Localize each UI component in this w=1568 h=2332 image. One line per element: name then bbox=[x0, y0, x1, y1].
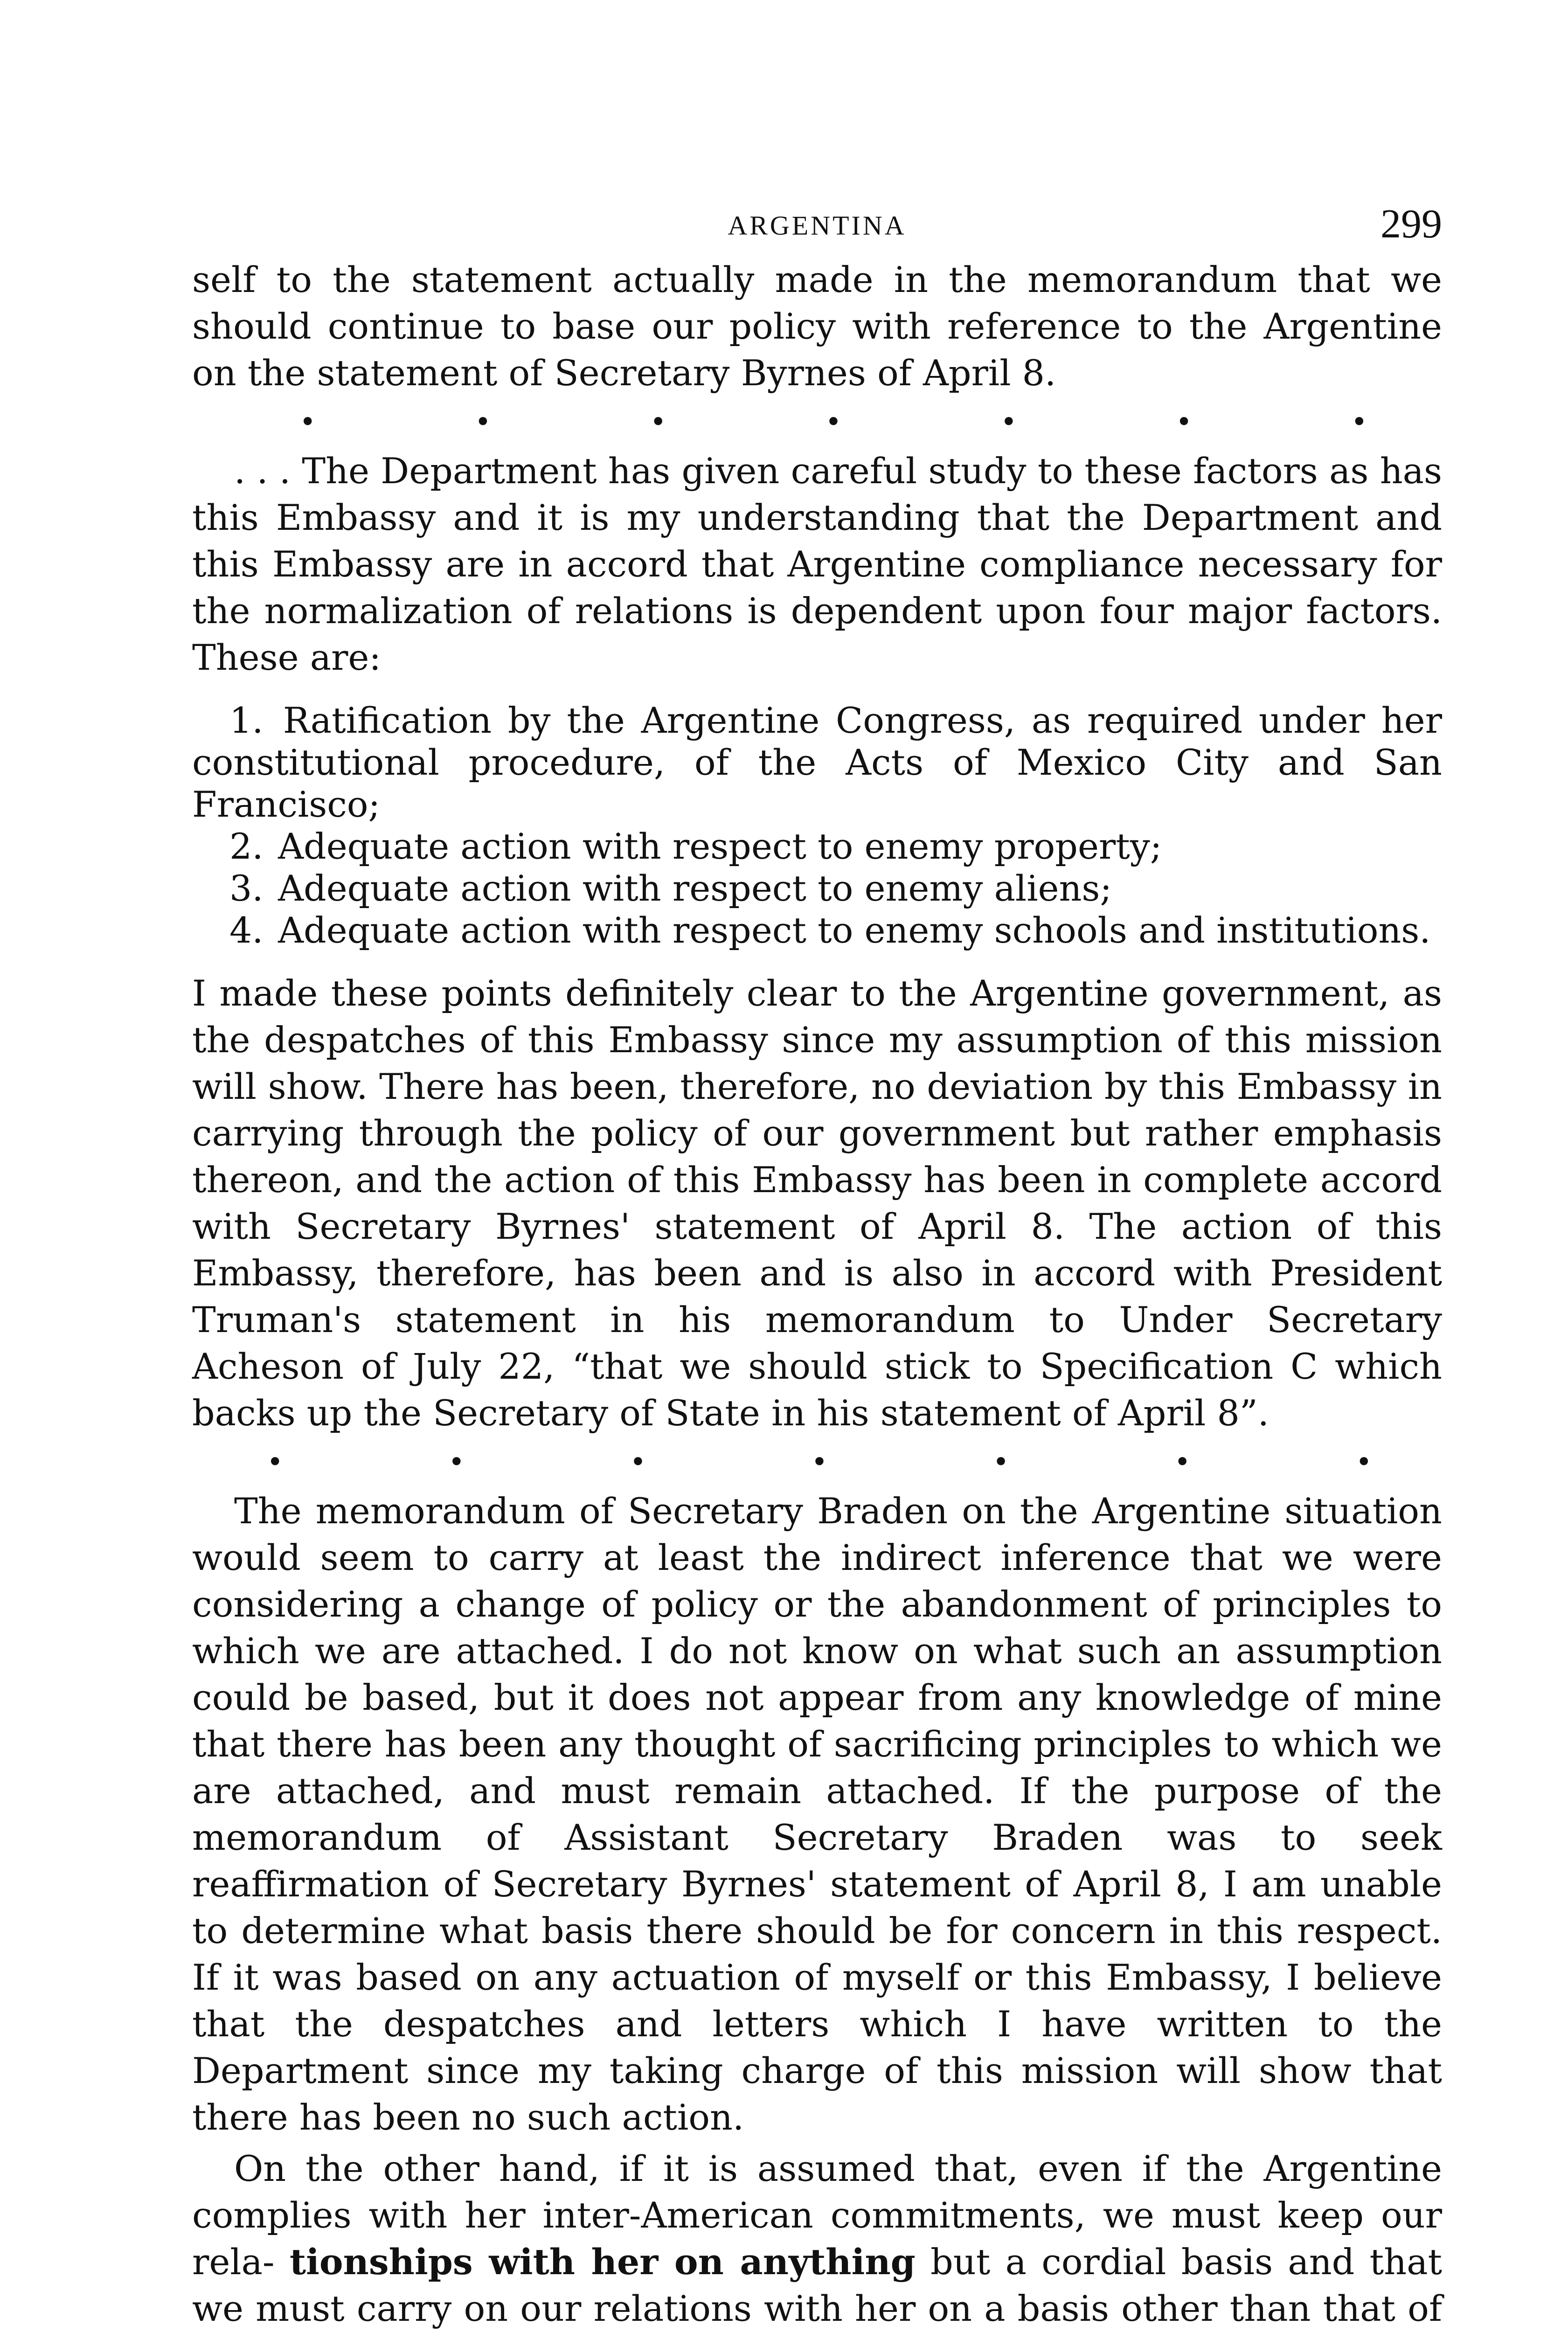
ellipsis-dot: • bbox=[811, 1446, 828, 1478]
paragraph-5-text-b: but a cordial basis and that we must carry on our relations with her on a basis other than that of bbox=[192, 2241, 1442, 2329]
ellipsis-dot: • bbox=[1355, 1446, 1372, 1478]
paragraph-2: . . . The Department has given careful study to these factors as has this Embassy and it is my understanding that the Department and this Embassy are in accord that Argentine compliance necessary for the normalization of relations is dependent upon four major factors. These are: bbox=[192, 450, 1442, 678]
list-item-text: Ratification by the Argentine Congress, as required under her constitutional procedure, of the Acts of Mexico City and San Francisco; bbox=[192, 700, 1442, 825]
paragraph-1: self to the statement actually made in the memorandum that we should continue to base our policy with reference to the Argentine on the statement of Secretary Byrnes of April 8. bbox=[192, 259, 1442, 394]
ellipsis-dot: • bbox=[1351, 406, 1367, 438]
list-item-number: 2. bbox=[229, 826, 264, 867]
ellipsis-dot: • bbox=[1175, 406, 1193, 438]
list-item bbox=[192, 700, 1442, 826]
paragraph-4: The memorandum of Secretary Braden on the Argentine situation would seem to carry at least the indirect inference that we were considering a change of policy or the abandonment of principles to which we are attached. I do not know on what such an assumption could be based, but it does not appear from any knowledge of mine that there has been any thought of sacrificing principles to which we are attached, and must remain attached. If the purpose of the memorandum of Assistant Secretary Braden was to seek reaffirmation of Secretary Byrnes' statement of April 8, I am unable to determine what basis there should be for concern in this respect. If it was based on any actuation of myself or this Embassy, I believe that the despatches and letters which I have written to the Department since my taking charge of this mission will show that there has been no such action. bbox=[192, 1490, 1442, 2138]
ellipsis-separator-1 bbox=[192, 396, 1442, 448]
factors-list bbox=[192, 700, 1442, 951]
ellipsis-dot: • bbox=[299, 406, 316, 438]
list-item-text: Adequate action with respect to enemy schools and institutions. bbox=[278, 909, 1431, 951]
ellipsis-dot: • bbox=[474, 406, 492, 438]
page-number: 299 bbox=[1381, 201, 1442, 247]
ellipsis-dot: • bbox=[267, 1446, 284, 1478]
ellipsis-dot: • bbox=[1000, 406, 1017, 438]
ellipsis-dot: • bbox=[630, 1446, 646, 1478]
ellipsis-dot: • bbox=[992, 1446, 1009, 1478]
list-item-number: 3. bbox=[229, 868, 264, 909]
list-item bbox=[192, 826, 1442, 868]
ellipsis-dot: • bbox=[448, 1446, 465, 1478]
list-item-text: Adequate action with respect to enemy property; bbox=[278, 826, 1162, 867]
list-item-number: 4. bbox=[229, 909, 264, 951]
ellipsis-dot: • bbox=[650, 406, 666, 438]
page-header bbox=[192, 201, 1442, 257]
paragraph-5-bold-text: tionships with her on anything bbox=[289, 2241, 916, 2283]
list-item bbox=[192, 868, 1442, 909]
ellipsis-dot: • bbox=[825, 406, 842, 438]
document-page bbox=[192, 201, 1442, 2332]
list-item-text: Adequate action with respect to enemy aliens; bbox=[278, 868, 1112, 909]
ellipsis-dot: • bbox=[1174, 1446, 1191, 1478]
running-title: ARGENTINA bbox=[728, 210, 907, 241]
paragraph-5 bbox=[192, 2145, 1442, 2332]
ellipsis-separator-2 bbox=[192, 1437, 1442, 1488]
list-item bbox=[192, 909, 1442, 951]
paragraph-5-text-a: On the other hand, if it is assumed that, even if the Argentine complies with her inter-American commitments, we must keep our rela- bbox=[192, 2148, 1442, 2283]
paragraph-3: I made these points definitely clear to the Argentine government, as the despatches of this Embassy since my assumption of this mission will show. There has been, therefore, no deviation by this Embassy in carrying through the policy of our government but rather emphasis thereon, and the action of this Embassy has been in complete accord with Secretary Byrnes' statement of April 8. The action of this Embassy, therefore, has been and is also in accord with President Truman's statement in his memorandum to Under Secretary Acheson of July 22, “that we should stick to Specification C which backs up the Secretary of State in his statement of April 8”. bbox=[192, 972, 1442, 1434]
list-item-number: 1. bbox=[229, 700, 264, 741]
